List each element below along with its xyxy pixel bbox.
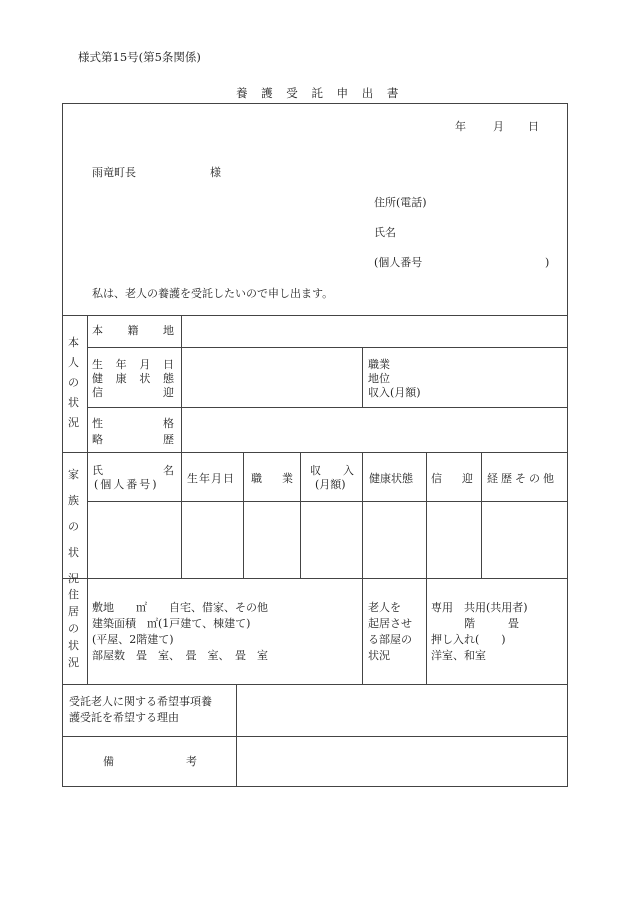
divider-housing [63,684,567,685]
room-detail-line-4: 洋室、和室 [431,649,486,662]
honorific: 様 [210,166,221,179]
room-detail-line-3: 押し入れ( ) [431,633,506,646]
col-income-monthly: (月額) [315,478,346,491]
date-day: 日 [528,120,539,133]
room-label-line-1: 老人を [368,601,401,614]
wishes-label-line-1: 受託老人に関する希望事項養 [69,695,212,708]
room-label-line-3: る部屋の [368,633,412,646]
id-number-label: (個人番号 [374,256,423,269]
divider-family [63,578,567,579]
housing-site-area: 敷地 ㎡ 自宅、借家、その他 [92,601,268,614]
col-occupation: 職 業 [251,472,293,485]
housing-stories: (平屋、2階建て) [92,633,174,646]
family-col-line-1 [181,452,182,578]
domicile-label: 本 籍 地 [92,324,174,337]
room-detail-line-2: 階 畳 [431,617,519,630]
col-faith: 信 迎 [431,472,473,485]
self-side-label: 本 人 の 状 況 [68,336,79,429]
character-label: 性 格 [92,417,174,430]
housing-side-label: 住 居 の 状 況 [68,588,79,669]
divider-self [63,452,567,453]
date-year: 年 [455,120,466,133]
health-label: 健 康 状 態 [92,372,174,385]
form-number: 様式第15号(第5条関係) [78,50,201,64]
income-label: 収入(月額) [368,386,421,399]
application-form [62,103,568,787]
housing-floor-area: 建築面積 ㎡(1戸建て、棟建て) [92,617,251,630]
faith-label: 信 迎 [92,386,174,399]
birth-date-label: 生 年 月 日 [92,358,174,371]
family-col-line-5 [426,452,427,684]
divider-domicile [87,347,567,348]
col-birth-date: 生年月日 [187,472,235,485]
family-col-line-6 [481,452,482,578]
col-history-other: 経歴その他 [487,472,557,485]
address-label: 住所(電話) [374,196,427,209]
col-income: 収 入 [310,464,354,477]
divider-wishes [63,736,567,737]
position-label: 地位 [368,372,390,385]
history-label: 略 歴 [92,433,174,446]
col-health: 健康状態 [369,472,413,485]
room-detail-line-1: 専用 共用(共用者) [431,601,528,614]
divider-intro [63,315,567,316]
col-id-number: (個人番号) [94,478,159,491]
col-name: 氏 名 [92,464,174,477]
id-number-close: ) [545,256,550,269]
name-label: 氏名 [374,226,396,239]
date-month: 月 [493,120,504,133]
family-col-line-4 [362,452,363,684]
divider-family-header [87,501,567,502]
statement: 私は、老人の養護を受託したいので申し出ます。 [92,287,334,300]
family-col-line-2 [243,452,244,578]
wishes-label-line [236,684,237,786]
addressee: 雨竜町長 [92,166,136,179]
wishes-label-line-2: 護受託を希望する理由 [69,711,179,724]
housing-rooms: 部屋数 畳 室、 畳 室、 畳 室 [92,649,268,662]
room-label-line-4: 状況 [368,649,390,662]
divider-birth [87,407,567,408]
occupation-label: 職業 [368,358,390,371]
remarks-label: 備 考 [103,755,197,768]
form-title: 養 護 受 託 申 出 書 [236,86,404,100]
room-label-line-2: 起居させ [368,617,412,630]
family-side-label: 家 族 の 状 況 [68,468,79,585]
family-col-line-3 [300,452,301,578]
self-occupation-line [362,347,363,407]
side-column-line [87,315,88,684]
